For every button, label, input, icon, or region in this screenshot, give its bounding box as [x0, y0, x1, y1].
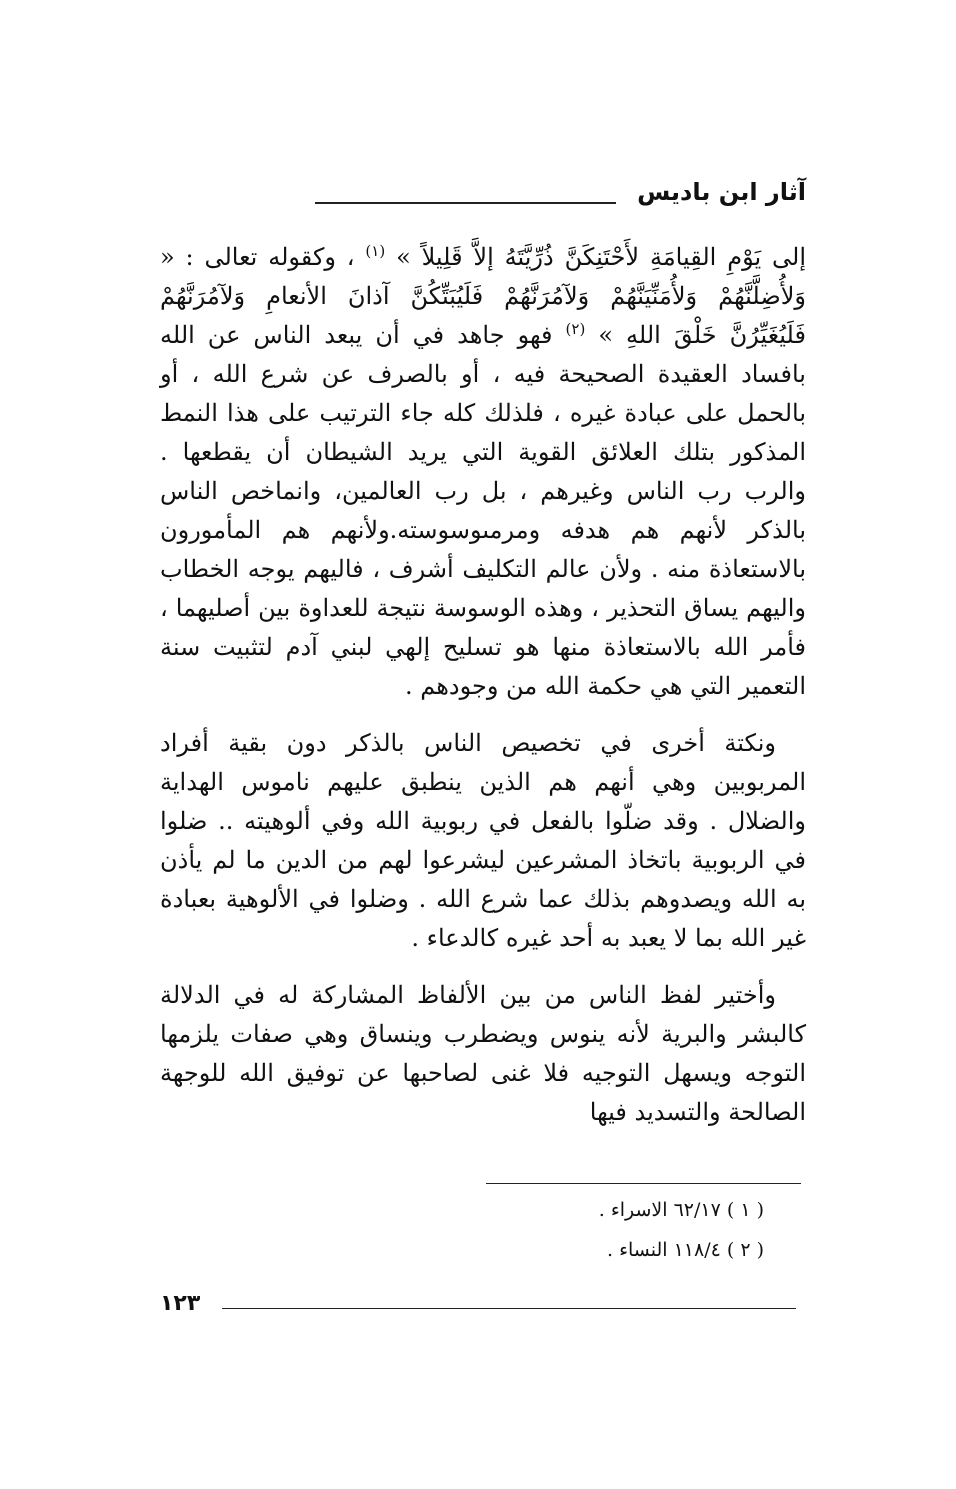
page-footer — [160, 1288, 806, 1324]
paragraph-1 — [160, 238, 806, 706]
footnote-2: ( ٢ ) ١١٨/٤ النساء . — [607, 1239, 764, 1261]
footnote-ref-1: (١) — [365, 242, 386, 260]
book-title: آثار ابن باديس — [637, 178, 806, 206]
paragraph-2: ونكتة أخرى في تخصيص الناس بالذكر دون بقية أفراد المربوبين وهي أنهم هم الذين ينطبق عليهم ناموس الهداية والضلال . وقد ضلّوا بالفعل في ربوبية الله وفي ألوهيته .. ضلوا في الربوبية باتخاذ المشرعين ليشرعوا لهم من الدين ما لم يأذن به الله ويصدوهم بذلك عما شرع الله . وضلوا في الألوهية بعبادة غير الله بما لا يعبد به أحد غيره كالدعاء . — [160, 729, 806, 952]
main-text — [160, 238, 806, 1132]
header-rule — [315, 202, 616, 204]
paragraph-1-opening: إلى يَوْمِ القِيامَةِ لأَحْتَنِكَنَّ ذُرِّيَّتَهُ إلاَّ قَلِيلاً » — [396, 243, 806, 271]
footnote-separator — [486, 1183, 801, 1184]
paragraph-3: وأختير لفظ الناس من بين الألفاظ المشاركة له في الدلالة كالبشر والبرية لأنه ينوس ويضطرب وينساق وهي صفات يلزمها التوجه ويسهل التوجيه فلا غنى لصاحبها عن توفيق الله للوجهة الصالحة والتسديد فيها — [160, 981, 806, 1126]
footnote-ref-2: (٢) — [565, 320, 586, 338]
page-number: ١٢٣ — [160, 1291, 201, 1316]
paragraph-1-quote: ، وكقوله تعالى : « وَلأُضِلَّنَّهُمْ وَلأُمَنِّيَنَّهُمْ وَلآمُرَنَّهُمْ فَلَيُبَتِّكُنَّ آذانَ الأنعامِ وَلآمُرَنَّهُمْ فَلَيُغَيِّرُنَّ خَلْقَ اللهِ » — [160, 243, 806, 349]
footer-rule — [222, 1308, 796, 1309]
footnotes — [300, 1190, 764, 1270]
paragraph-1-text: فهو جاهد في أن يبعد الناس عن الله بافساد العقيدة الصحيحة فيه ، أو بالصرف عن شرع الله ، أو بالحمل على عبادة غيره ، فلذلك كله جاء الترتيب على هذا النمط المذكور بتلك العلائق القوية التي يريد الشيطان أن يقطعها . والرب رب الناس وغيرهم ، بل رب العالمين، وانماخص الناس بالذكر لأنهم هم هدفه ومرمىوسوسته.ولأنهم هم المأمورون بالاستعاذة منه . ولأن عالم التكليف أشرف ، فاليهم يوجه الخطاب واليهم يساق التحذير ، وهذه الوسوسة نتيجة للعداوة بين أصليهما ، فأمر الله بالاستعاذة منها هو تسليح إلهي لبني آدم لتثبيت سنة التعمير التي هي حكمة الله من وجودهم . — [160, 321, 806, 700]
running-header — [160, 176, 806, 212]
footnote-1: ( ١ ) ٦٢/١٧ الاسراء . — [598, 1199, 764, 1221]
